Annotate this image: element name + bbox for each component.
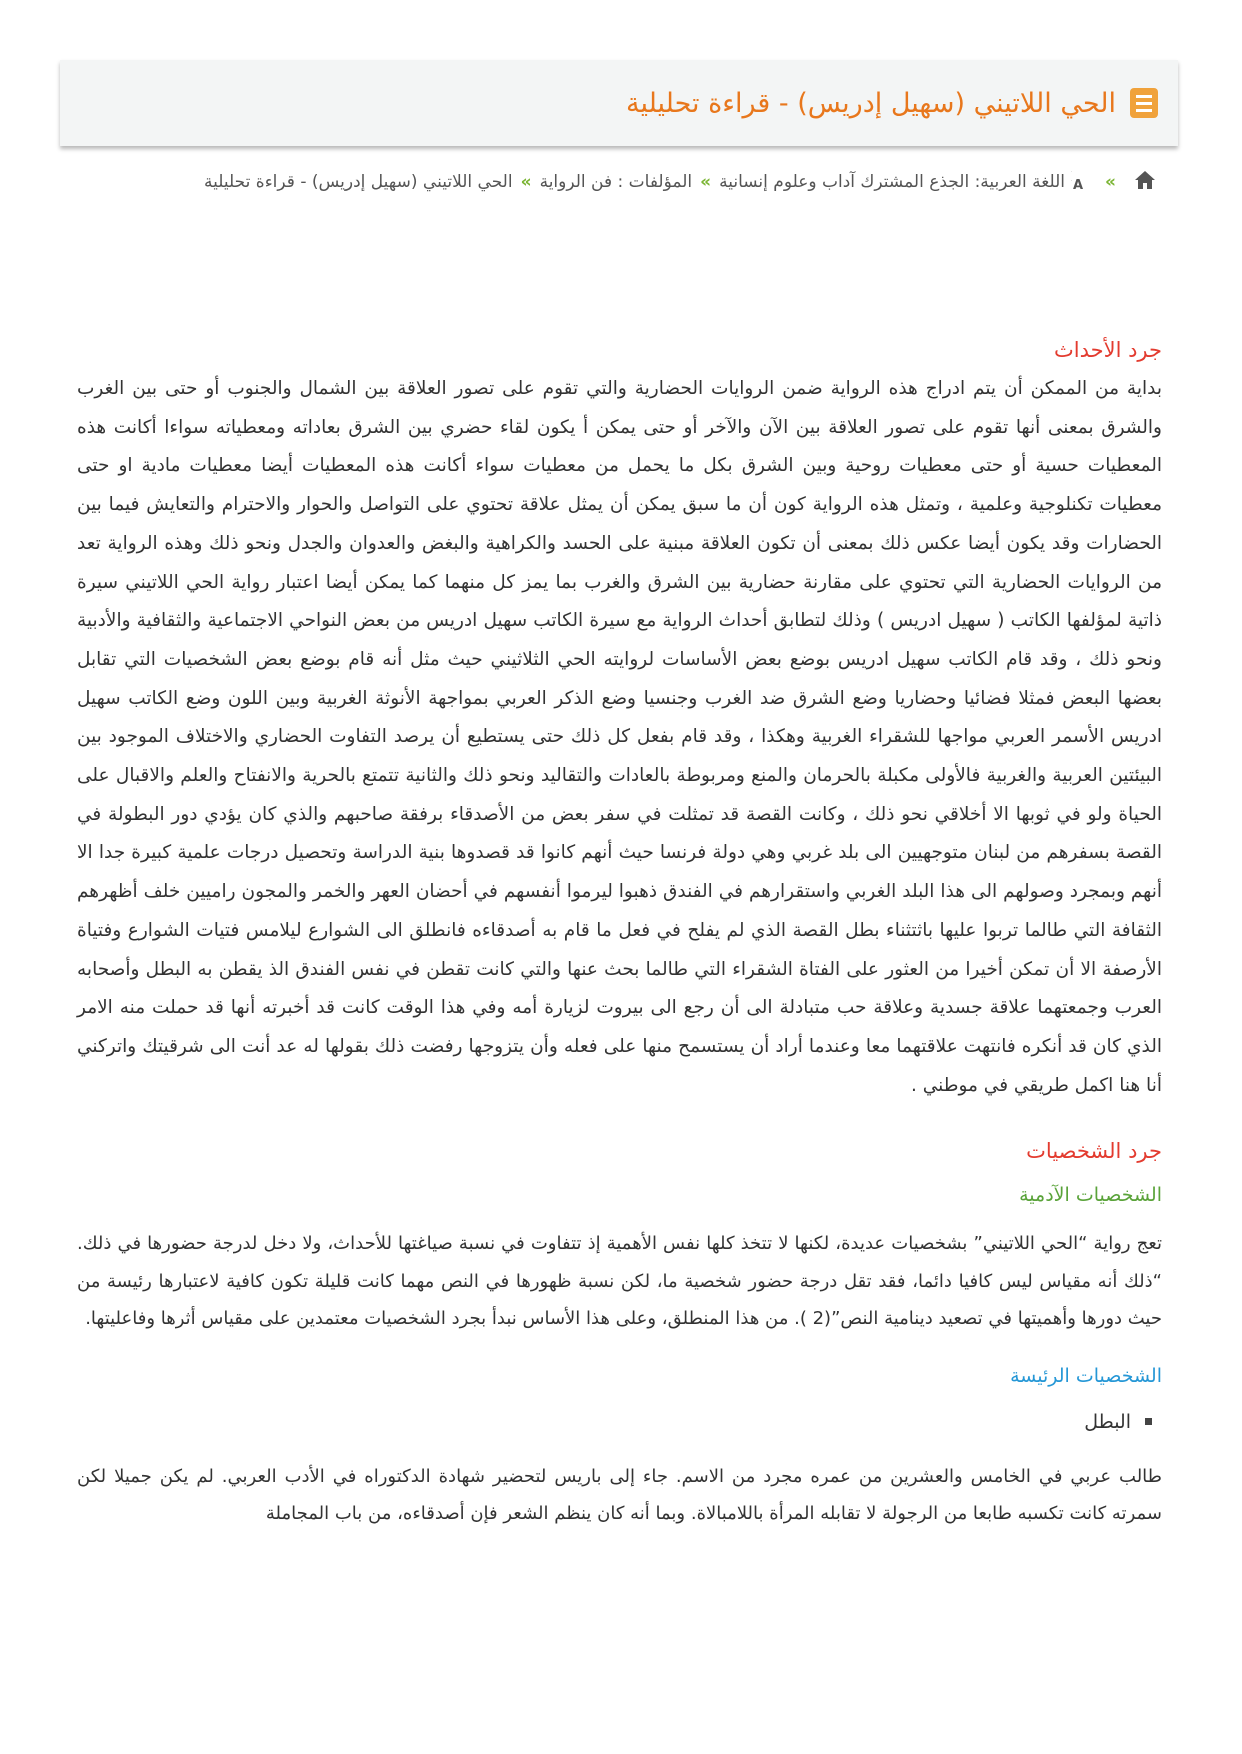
translate-icon: [1071, 167, 1097, 191]
breadcrumb-current: الحي اللاتيني (سهيل إدريس) - قراءة تحليلية: [204, 172, 513, 192]
home-icon[interactable]: [1134, 170, 1156, 190]
events-heading: جرد الأحداث: [1053, 338, 1162, 362]
svg-text:A: A: [1072, 178, 1084, 191]
main-characters-heading: الشخصيات الرئيسة: [1010, 1364, 1162, 1387]
hero-paragraph: طالب عربي في الخامس والعشرين من عمره مجرد من الاسم. جاء إلى باريس لتحضير شهادة الدكتوراه في الأدب العربي. لم يكن جميلا لكن سمرته كانت تكسبه طابعا من الرجولة لا تقابله المرأة باللامبالاة. وبما أنه كان ينظم الشعر فإن أصدقاءه، من باب المجاملة: [77, 1465, 1162, 1525]
page-title: الحي اللاتيني (سهيل إدريس) - قراءة تحليلية: [625, 87, 1116, 119]
list-item-hero: البطل: [1084, 1410, 1131, 1433]
page-header: [60, 60, 1178, 146]
human-characters-paragraph: تعج رواية “الحي اللاتيني” بشخصيات عديدة، لكنها لا تتخذ كلها نفس الأهمية إذ تتفاوت في نسبة صياغتها للأحداث، ولا دخل لدرجة حضورها في ذلك. “ذلك أنه مقياس ليس كافيا دائما، فقد تقل درجة حضور شخصية ما، لكن نسبة ظهورها في النص مهما كانت قليلة تكون كافية لاعتبارها رئيسة من حيث دورها وأهميتها في تصعيد دينامية النص”(2 ). من هذا المنطلق، وعلى هذا الأساس نبدأ بجرد الشخصيات معتمدين على مقياس أثرها وفاعليتها.: [77, 1233, 1162, 1330]
svg-text:文: [1071, 169, 1072, 184]
events-paragraph: بداية من الممكن أن يتم ادراج هذه الرواية ضمن الروايات الحضارية والتي تقوم على تصور العلاقة بين الشمال والجنوب أو حتى بين الغرب والشرق بمعنى أنها تقوم على تصور العلاقة بين الآن والآخر أو حتى يمكن أ يكون لقاء حضري بين الشرق بعاداته ومعطياته سواءا أكانت هذه المعطيات حسية أو حتى معطيات روحية وبين الشرق بكل ما يحمل من معطيات سواء أكانت هذه المعطيات أيضا معطيات مادية او حتى معطيات تكنلوجية وعلمية ، وتمثل هذه الرواية كون أن ما سبق يمكن أن يمثل علاقة تحتوي على التواصل والحوار والاحترام والتعايش فيما بين الحضارات وقد يكون أيضا عكس ذلك بمعنى أن تكون العلاقة مبنية على الحسد والكراهية والبغض والعدوان والجدل ونحو ذلك وهذه الرواية تعد من الروايات الحضارية التي تحتوي على مقارنة حضارية بين الشرق والغرب بما يمز كل منهما كما يمكن أيضا اعتبار رواية الحي اللاتيني سيرة ذاتية لمؤلفها الكاتب ( سهيل ادريس ) وذلك لتطابق أحداث الرواية مع سيرة الكاتب سهيل ادريس من بعض النواحي الاجتماعية والثقافية والأدبية ونحو ذلك ، وقد قام الكاتب سهيل ادريس بوضع بعض الأساسات لروايته الحي الثلاثيني حيث مثل أنه قام بوضع بعض الشخصيات التي تقابل بعضها البعض فمثلا فضائيا وحضاريا وضع الشرق ضد الغرب وجنسيا وضع الذكر العربي بمواجهة الأنوثة الغربية وبين اللون وضع الكاتب سهيل ادريس الأسمر العربي مواجها للشقراء الغربية وهكذا ، وقد قام بفعل كل ذلك حتى يستطيع أن يرصد التفاوت الحضاري والاختلاف الموجود بين البيئتين العربية والغربية فالأولى مكبلة بالحرمان والمنع ومربوطة بالعادات والتقاليد ونحو ذلك والثانية تتمتع بالحرية والانفتاح والعلم والاقبال على الحياة ولو في ثوبها الا أخلاقي نحو ذلك ، وكانت القصة قد تمثلت في سفر بعض من الأصدقاء برفقة صاحبهم والذي كان يؤدي دور البطولة في القصة بسفرهم من لبنان متوجهيين الى بلد غربي وهي دولة فرنسا حيث أنهم كانوا قد قصدوها بنية الدراسة وتحصيل درجات علمية كبيرة جدا الا أنهم وبمجرد وصولهم الى هذا البلد الغربي واستقرارهم في الفندق ذهبوا ليرموا أنفسهم في أحضان العهر والخمر والمجون راميين خلف أظهرهم الثقافة التي طالما تربوا عليها باثتثناء بطل القصة الذي لم يفلح في فعل ما قام به أصدقاءه فانطلق الى الشوارع ليلامس فتيات الشوارع وفتياة الأرصفة الا أن تمكن أخيرا من العثور على الفتاة الشقراء التي طالما بحث عنها والتي كانت تقطن في نفس الفندق الذ يقطن به البطل وأصحابه العرب وجمعتهما علاقة جسدية وعلاقة حب متبادلة الى أن رجع الى بيروت لزيارة أمه وفي هذا الوقت كانت قد أخبرته أنها قد حملت منه الامر الذي كان قد أنكره فانتهت علاقتهما معا وعندما أراد أن يستسمح منها على فعله وأن يتزوجها رفضت ذلك بقولها له عد أنت الى شرقيتك واتركني أنا هنا اكمل طريقي في موطني .: [77, 378, 1162, 1096]
human-characters-heading: الشخصيات الآدمية: [1019, 1184, 1162, 1207]
breadcrumb-separator: »: [700, 172, 712, 192]
breadcrumb-link-arabic[interactable]: اللغة العربية: الجذع المشترك آداب وعلوم إنسانية: [719, 172, 1066, 192]
list-item: [77, 1402, 1162, 1442]
bullet-icon: [1145, 1418, 1152, 1425]
characters-heading: جرد الشخصيات: [1026, 1139, 1162, 1164]
breadcrumb: [126, 164, 1156, 200]
breadcrumb-separator: »: [520, 172, 532, 192]
document-icon: [1130, 88, 1158, 118]
article-content: [77, 330, 1162, 1533]
breadcrumb-separator: »: [1105, 172, 1116, 192]
breadcrumb-link-novel[interactable]: المؤلفات : فن الرواية: [539, 172, 693, 192]
